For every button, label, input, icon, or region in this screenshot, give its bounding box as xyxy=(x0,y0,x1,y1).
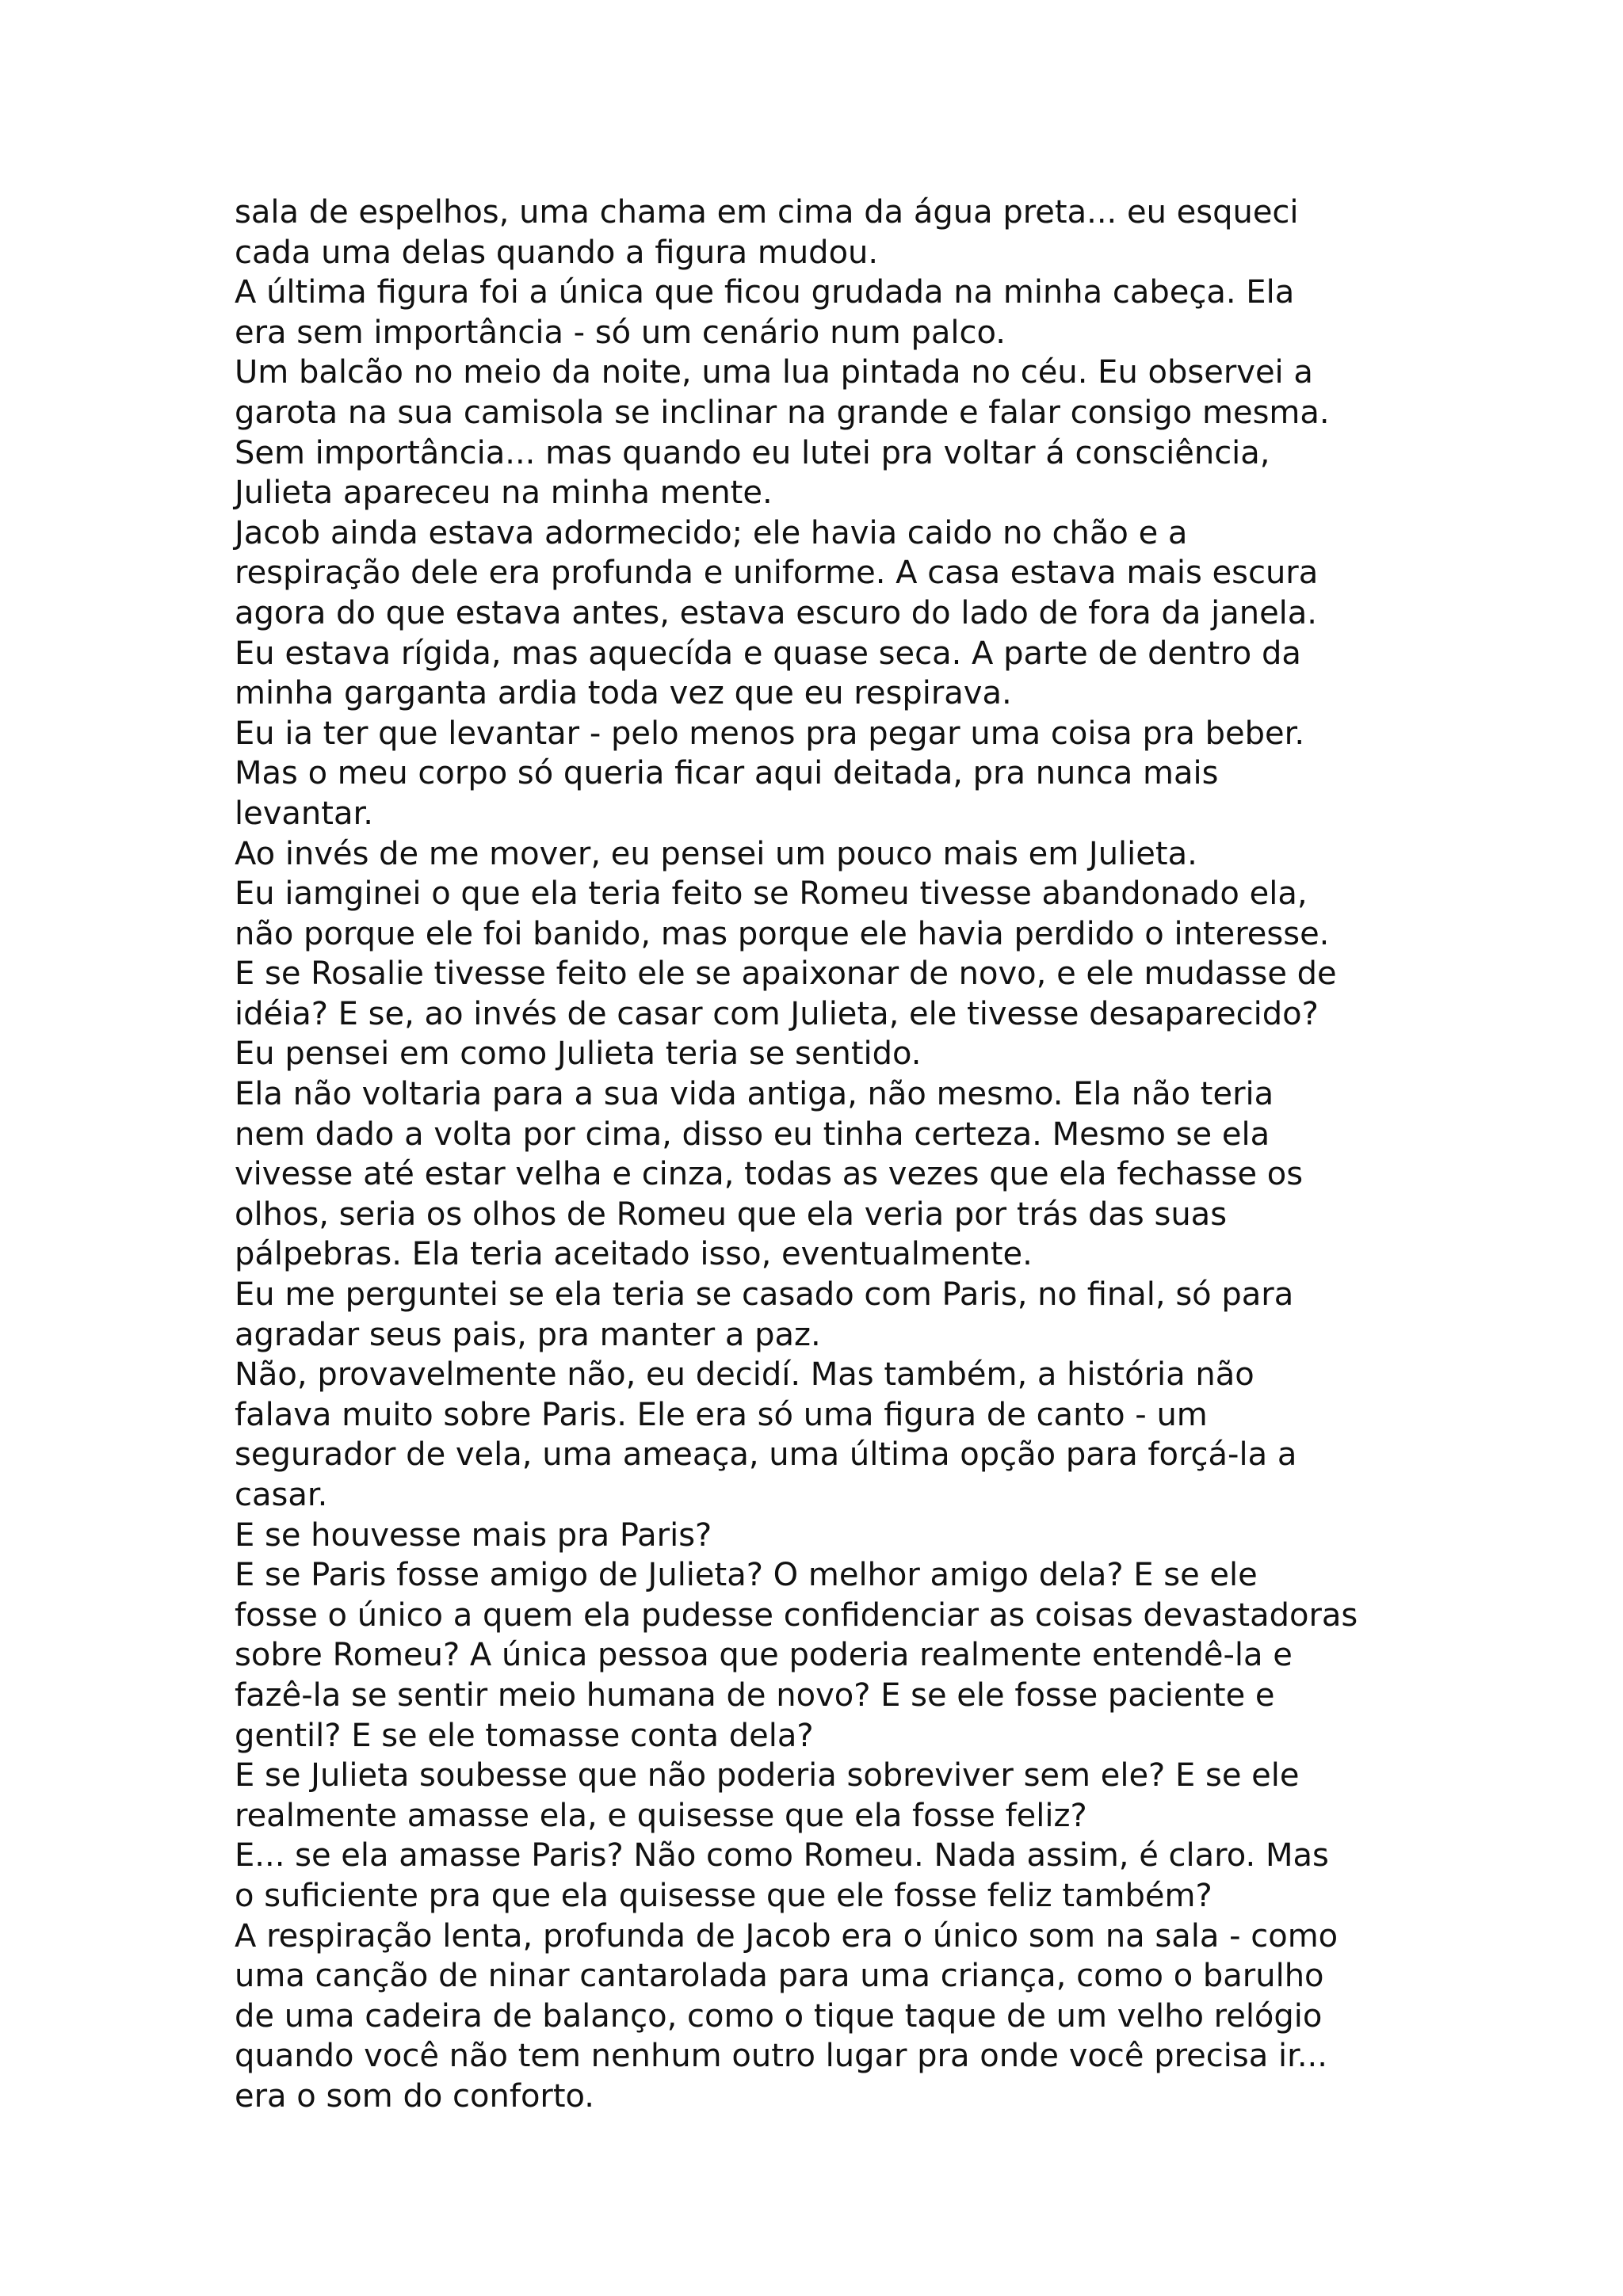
paragraph: Ao invés de me mover, eu pensei um pouco mais em Julieta. xyxy=(235,835,1197,872)
paragraph: Eu ia ter que levantar - pelo menos pra pegar uma coisa pra beber. Mas o meu corpo só queria ficar aqui deitada, pra nunca mais levantar. xyxy=(235,715,1305,832)
paragraph: Um balcão no meio da noite, uma lua pintada no céu. Eu observei a garota na sua camisola se inclinar na grande e falar consigo mesma. xyxy=(235,354,1330,431)
paragraph: sala de espelhos, uma chama em cima da água preta... eu esqueci cada uma delas quando a figura mudou. xyxy=(235,194,1299,271)
paragraph: Ela não voltaria para a sua vida antiga, não mesmo. Ela não teria nem dado a volta por cima, disso eu tinha certeza. Mesmo se ela vivesse até estar velha e cinza, todas as vezes que ela fechasse os olhos, seria os olhos de Romeu que ela veria por trás das suas pálpebras. Ela teria aceitado isso, eventualmente. xyxy=(235,1076,1304,1273)
paragraph: Eu estava rígida, mas aquecída e quase seca. A parte de dentro da minha garganta ardia toda vez que eu respirava. xyxy=(235,635,1301,712)
paragraph: Sem importância... mas quando eu lutei pra voltar á consciência, Julieta apareceu na minha mente. xyxy=(235,434,1270,512)
paragraph: Eu pensei em como Julieta teria se sentido. xyxy=(235,1035,922,1073)
paragraph: E se houvesse mais pra Paris? xyxy=(235,1516,712,1554)
paragraph: Não, provavelmente não, eu decidí. Mas também, a história não falava muito sobre Paris. Ele era só uma figura de canto - um segurador de vela, uma ameaça, uma última opção para forçá-la a casar. xyxy=(235,1356,1297,1513)
paragraph: Eu iamginei o que ela teria feito se Romeu tivesse abandonado ela, não porque ele foi banido, mas porque ele havia perdido o interesse. E se Rosalie tivesse feito ele se apaixonar de novo, e ele mudasse de idéia? E se, ao invés de casar com Julieta, ele tivesse desaparecido? xyxy=(235,875,1337,1032)
paragraph: Jacob ainda estava adormecido; ele havia caido no chão e a respiração dele era profunda e uniforme. A casa estava mais escura agora do que estava antes, estava escuro do lado de fora da janela. xyxy=(235,514,1319,631)
paragraph: Eu me perguntei se ela teria se casado com Paris, no final, só para agradar seus pais, pra manter a paz. xyxy=(235,1276,1294,1353)
paragraph: A respiração lenta, profunda de Jacob era o único som na sala - como uma canção de ninar cantarolada para uma criança, como o barulho de uma cadeira de balanço, como o tique taque de um velho relógio quando você não tem nenhum outro lugar pra onde você precisa ir... era o som do conforto. xyxy=(235,1917,1338,2115)
paragraph: E se Julieta soubesse que não poderia sobreviver sem ele? E se ele realmente amasse ela, e quisesse que ela fosse feliz? xyxy=(235,1757,1300,1834)
body-text xyxy=(235,193,1423,2117)
paragraph: E... se ela amasse Paris? Não como Romeu. Nada assim, é claro. Mas o suficiente pra que ela quisesse que ele fosse feliz também? xyxy=(235,1837,1329,1914)
paragraph: E se Paris fosse amigo de Julieta? O melhor amigo dela? E se ele fosse o único a quem ela pudesse confidenciar as coisas devastadoras sobre Romeu? A única pessoa que poderia realmente entendê-la e fazê-la se sentir meio humana de novo? E se ele fosse paciente e gentil? E se ele tomasse conta dela? xyxy=(235,1557,1358,1754)
paragraph: A última figura foi a única que ficou grudada na minha cabeça. Ela era sem importância - só um cenário num palco. xyxy=(235,274,1295,351)
